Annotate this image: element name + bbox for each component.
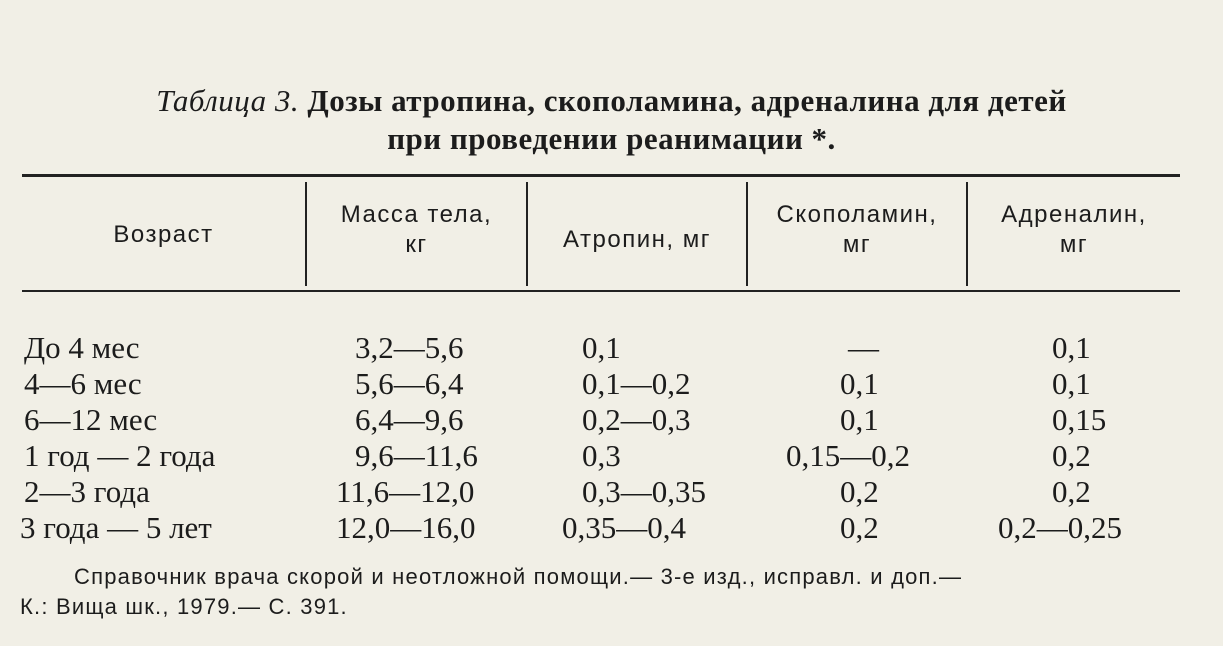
title-line-1: [0, 82, 1223, 120]
cell-mass: 3,2—5,6: [355, 330, 464, 365]
cell-age: 6—12 мес: [24, 402, 158, 437]
title-line-2: при проведении реанимации *.: [387, 121, 836, 156]
cell-scopolamine: 0,2: [840, 474, 879, 509]
header-body-mass-line2: кг: [405, 231, 428, 258]
cell-mass: 6,4—9,6: [355, 402, 464, 437]
header-scopolamine-line1: Скополамин,: [776, 201, 938, 228]
cell-mass: 9,6—11,6: [355, 438, 478, 473]
header-age-label: Возраст: [113, 221, 214, 248]
cell-scopolamine: —: [848, 330, 879, 365]
cell-mass: 11,6—12,0: [336, 474, 475, 509]
cell-scopolamine: 0,1: [840, 366, 879, 401]
cell-adrenaline: 0,15: [1052, 402, 1107, 437]
header-adrenaline-line1: Адреналин,: [1001, 201, 1147, 228]
header-atropine: [528, 225, 746, 255]
cell-mass: 12,0—16,0: [336, 510, 476, 545]
cell-adrenaline: 0,1: [1052, 366, 1091, 401]
cell-adrenaline: 0,2: [1052, 438, 1091, 473]
header-body-mass: [307, 200, 526, 260]
cell-scopolamine: 0,2: [840, 510, 879, 545]
table-label: Таблица 3.: [156, 83, 300, 118]
cell-adrenaline: 0,2: [1052, 474, 1091, 509]
header-scopolamine-line2: мг: [842, 231, 872, 258]
cell-atropine: 0,3: [582, 438, 621, 473]
header-age: [22, 220, 305, 250]
cell-age: 1 год — 2 года: [24, 438, 216, 473]
header-adrenaline-line2: мг: [1059, 231, 1089, 258]
table-row: [0, 402, 1223, 438]
cell-age: 4—6 мес: [24, 366, 142, 401]
source-line-2: К.: Вища шк., 1979.— С. 391.: [20, 594, 348, 619]
header-adrenaline: [968, 200, 1180, 260]
cell-atropine: 0,1: [582, 330, 621, 365]
cell-age: 3 года — 5 лет: [20, 510, 212, 545]
table-header-rule: [22, 290, 1180, 292]
table-top-rule: [22, 174, 1180, 177]
header-body-mass-line1: Масса тела,: [340, 201, 493, 228]
cell-adrenaline: 0,1: [1052, 330, 1091, 365]
cell-scopolamine: 0,1: [840, 402, 879, 437]
table-title: [0, 82, 1223, 158]
table-row: [0, 438, 1223, 474]
source-citation: [20, 562, 1200, 622]
cell-scopolamine: 0,15—0,2: [786, 438, 910, 473]
cell-atropine: 0,1—0,2: [582, 366, 691, 401]
cell-atropine: 0,3—0,35: [582, 474, 706, 509]
cell-mass: 5,6—6,4: [355, 366, 464, 401]
table-row: [0, 474, 1223, 510]
source-line-1: Справочник врача скорой и неотложной помощи.— 3-е изд., исправл. и доп.—: [74, 564, 963, 589]
cell-age: 2—3 года: [24, 474, 150, 509]
table-row: [0, 366, 1223, 402]
table-row: [0, 510, 1223, 546]
cell-atropine: 0,2—0,3: [582, 402, 691, 437]
title-text-1: Дозы атропина, скополамина, адреналина для детей: [307, 83, 1067, 118]
cell-adrenaline: 0,2—0,25: [998, 510, 1122, 545]
header-scopolamine: [748, 200, 966, 260]
cell-age: До 4 мес: [24, 330, 140, 365]
header-atropine-label: Атропин, мг: [563, 226, 711, 253]
cell-atropine: 0,35—0,4: [562, 510, 686, 545]
table-row: [0, 330, 1223, 366]
